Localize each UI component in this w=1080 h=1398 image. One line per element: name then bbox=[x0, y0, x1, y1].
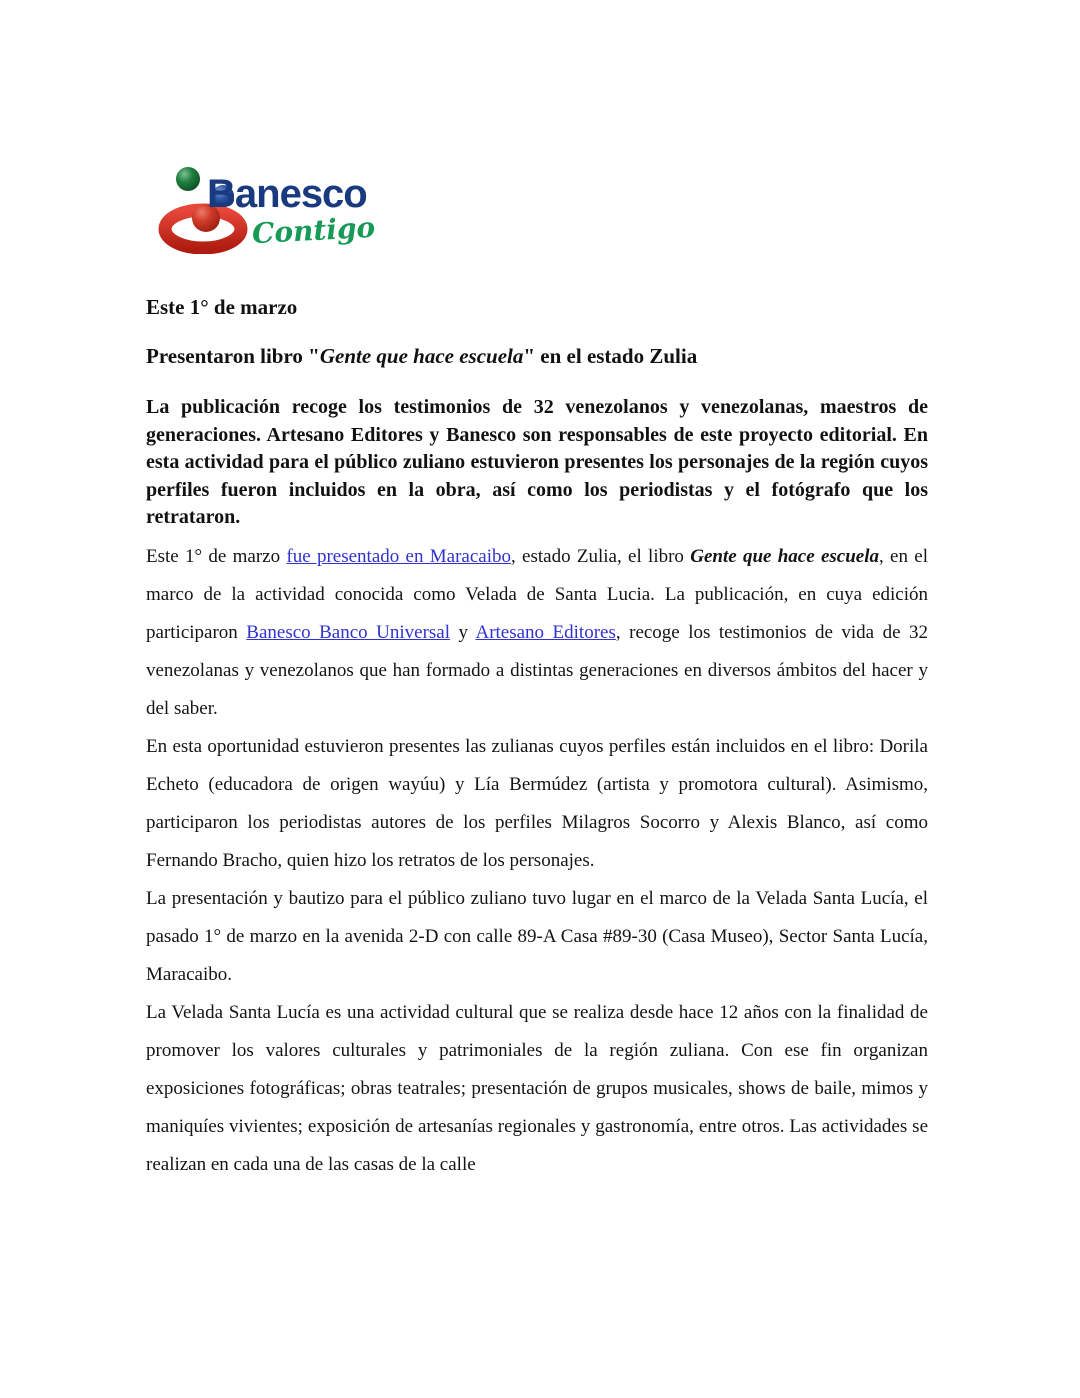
book-title-inline: Gente que hace escuela bbox=[690, 545, 880, 567]
paragraph-attendees: En esta oportunidad estuvieron presentes las zulianas cuyos perfiles están incluidos en el libro: Dorila Echeto (educadora de origen wayúu) y Lía Bermúdez (artista y promotora cultural). Asimismo, participaron los periodistas autores de los perfiles Milagros Socorro y Alexis Blanco, así como Fernando Bracho, quien hizo los retratos de los personajes. bbox=[146, 735, 928, 871]
link-banesco-banco-universal[interactable]: Banesco Banco Universal bbox=[246, 621, 451, 643]
title-suffix: " en el estado Zulia bbox=[523, 344, 698, 368]
lede-paragraph: La publicación recoge los testimonios de 32 venezolanos y venezolanas, maestros de generaciones. Artesano Editores y Banesco son responsables de este proyecto editorial. En esta actividad para el público zuliano estuvieron presentes los personajes de la región cuyos perfiles fueron incluidos en la obra, así como los periodistas y el fotógrafo que los retrataron. bbox=[146, 396, 928, 528]
banesco-tagline: Contigo bbox=[251, 210, 376, 251]
paragraph-velada-history: La Velada Santa Lucía es una actividad cultural que se realiza desde hace 12 años con la finalidad de promover los valores culturales y patrimoniales de la región zuliana. Con ese fin organizan exposiciones fotográficas; obras teatrales; presentación de grupos musicales, shows de baile, mimos y maniquíes vivientes; exposición de artesanías regionales y gastronomía, entre otros. Las actividades se realizan en cada una de las casas de la calle bbox=[146, 1001, 928, 1175]
text-segment: y bbox=[450, 621, 476, 643]
text-segment: , estado Zulia, el libro bbox=[511, 545, 691, 567]
link-fue-presentado-en-maracaibo[interactable]: fue presentado en Maracaibo bbox=[286, 545, 512, 567]
text-segment: , en el marco de la actividad conocida como Velada de Santa Lucia. La publicación, en cuya edición participaron bbox=[146, 545, 928, 643]
link-artesano-editores[interactable]: Artesano Editores bbox=[475, 621, 616, 643]
paragraph-venue: La presentación y bautizo para el público zuliano tuvo lugar en el marco de la Velada Santa Lucía, el pasado 1° de marzo en la avenida 2-D con calle 89-A Casa #89-30 (Casa Museo), Sector Santa Lucía, Maracaibo. bbox=[146, 887, 928, 985]
title-book-name: Gente que hace escuela bbox=[319, 344, 524, 368]
title-heading bbox=[146, 345, 928, 367]
text-segment: Este 1° de marzo bbox=[146, 545, 287, 567]
banesco-logo bbox=[146, 166, 928, 256]
paragraph-presentation bbox=[146, 538, 928, 728]
date-heading: Este 1° de marzo bbox=[146, 295, 298, 319]
document-page bbox=[0, 166, 1080, 1398]
text-segment: , recoge los testimonios de vida de 32 venezolanas y venezolanos que han formado a distintas generaciones en diversos ámbitos del hacer y del saber. bbox=[146, 621, 929, 719]
banesco-wordmark: Banesco bbox=[207, 172, 367, 216]
title-prefix: Presentaron libro " bbox=[146, 344, 320, 368]
